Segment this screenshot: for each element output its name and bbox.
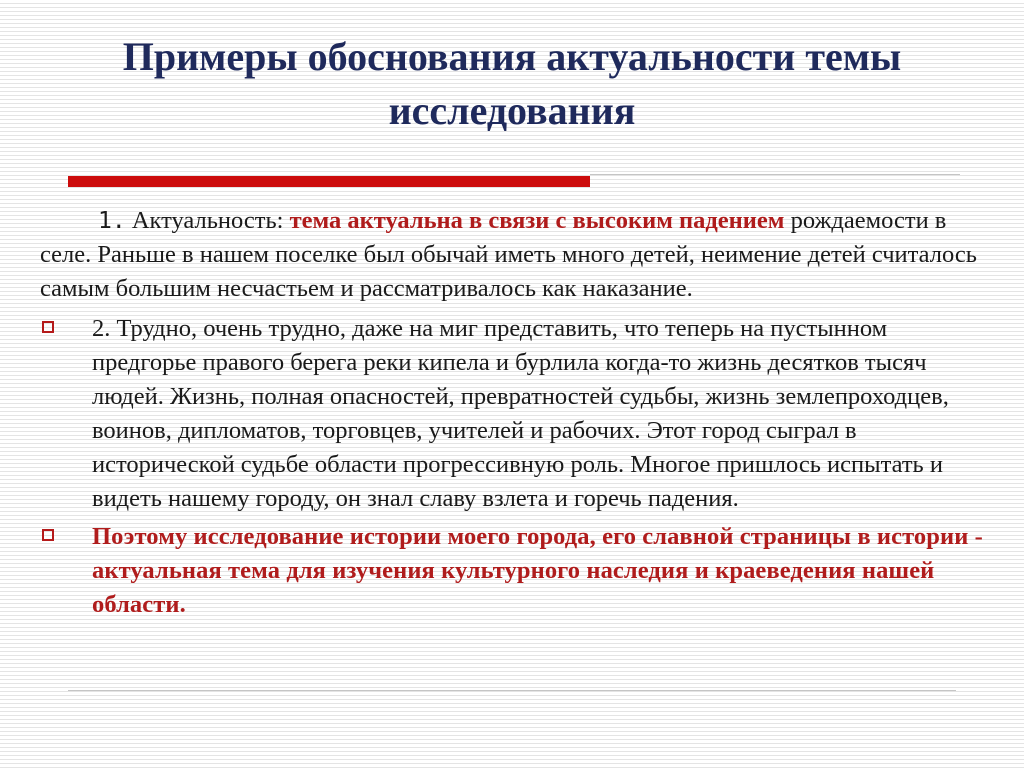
bullet-item-conclusion: [40, 520, 995, 622]
bullet-item: [40, 312, 995, 516]
intro-paragraph: [40, 204, 995, 306]
title-accent-line: [590, 174, 960, 175]
slide-title: [40, 30, 984, 138]
slide-title-line-1: Примеры обоснования актуальности темы: [122, 34, 902, 79]
bullet-text-conclusion: Поэтому исследование истории моего города, его славной страницы в истории - актуальная тема для изучения культурного наследия и краеведения нашей области.: [92, 523, 983, 618]
intro-rest: рождаемости в селе. Раньше в нашем поселке был обычай иметь много детей, неимение детей считалось самым большим несчастьем и рассматривалось как наказание.: [40, 207, 977, 302]
intro-highlight: тема актуальна в связи с высоким падением: [289, 207, 785, 234]
slide-content: [40, 204, 995, 622]
intro-number: 1.: [98, 208, 126, 234]
slide-title-line-2: исследования: [388, 88, 636, 133]
bottom-divider: [68, 690, 956, 691]
square-outline-icon: [42, 529, 54, 541]
bullet-text: 2. Трудно, очень трудно, даже на миг представить, что теперь на пустынном предгорье правого берега реки кипела и бурлила когда-то жизнь десятков тысяч людей. Жизнь, полная опасностей, превратностей судьбы, жизнь землепроходцев, воинов, дипломатов, торговцев, учителей и рабочих. Этот город сыграл в исторической судьбе области прогрессивную роль. Многое пришлось испытать и видеть нашему городу, он знал славу взлета и горечь падения.: [92, 315, 949, 512]
square-outline-icon: [42, 321, 54, 333]
title-accent-bar: [68, 176, 590, 187]
intro-label: Актуальность:: [131, 207, 284, 234]
